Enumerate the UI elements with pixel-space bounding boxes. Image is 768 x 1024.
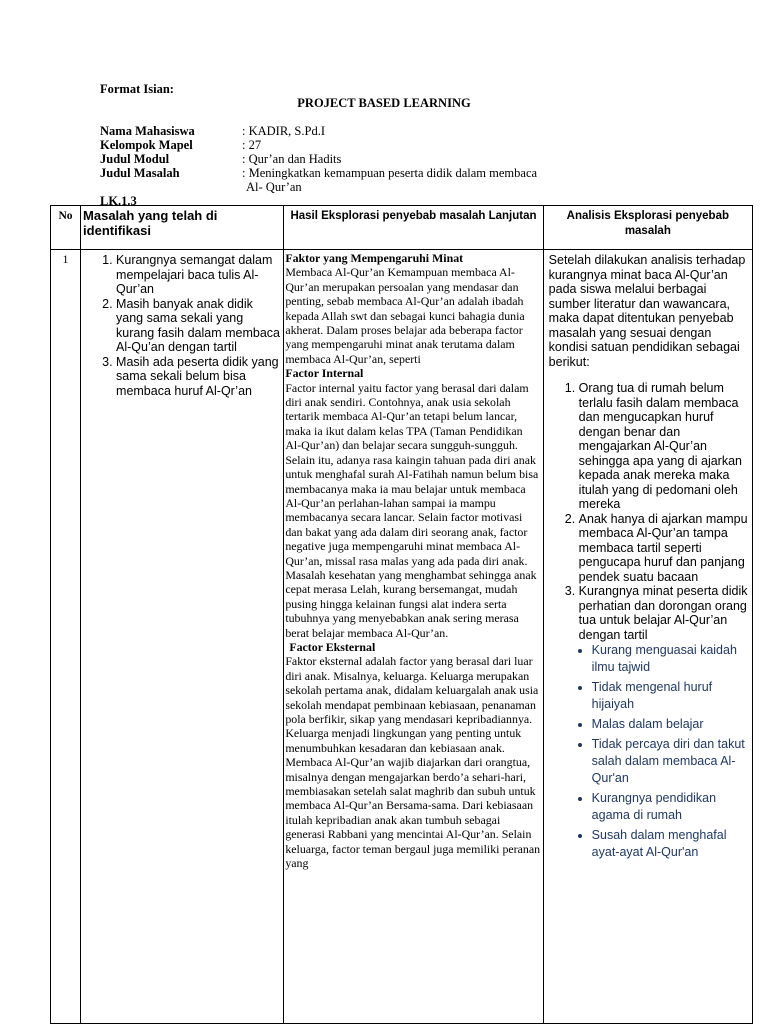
- list-item: 2. Masih banyak anak didik yang sama sekali yang kurang fasih dalam membaca Al-Qu’an dengan tartil: [116, 297, 283, 355]
- section-heading: Factor Eksternal: [289, 639, 376, 654]
- meta-key: Nama Mahasiswa: [100, 124, 195, 138]
- section-paragraph: Membaca Al-Qur’an Kemampuan membaca Al-Qur’an merupakan persoalan yang mendasar dan penting, sebab membaca Al-Qur’an adalah ibadah kepada Allah swt dan sebagai kunci bahagia dunia akherat. Dalam proses belajar ada beberapa factor yang mempengaruhi minat anak terutama dalam membaca Al-Qur’an, seperti: [285, 265, 525, 366]
- analisis-intro: Setelah dilakukan analisis terhadap kurangnya minat baca Al-Qur’an pada siswa melalui berbagai sumber literatur dan wawancara, maka dapat ditentukan penyebab masalah yang sesuai dengan kondisi satuan pendidikan sebagai berikut:: [548, 253, 746, 369]
- meta-key: Judul Modul: [100, 152, 170, 166]
- row-number: 1: [51, 250, 81, 1024]
- lk-label: LK.1.3: [100, 194, 137, 208]
- list-item: 1. Orang tua di rumah belum terlalu fasih dalam membaca dan mengucapkan huruf dengan benar dan mengajarkan Al-Qur’an sehingga apa yang di ajarkan kepada anak mereka maka itulah yang di pedomani oleh mereka: [579, 381, 749, 512]
- bullet-item: • Tidak mengenal huruf hijaiyah: [592, 679, 749, 713]
- meta-key: Kelompok Mapel: [100, 138, 193, 152]
- table-header-row: [51, 206, 753, 250]
- hasil-eksplorasi-cell: [284, 250, 543, 1024]
- analisis-cell: [543, 250, 752, 1024]
- header-analisis: Analisis Eksplorasi penyebab masalah: [543, 206, 752, 250]
- list-item: 3. Masih ada peserta didik yang sama sekali belum bisa membaca huruf Al-Qr’an: [116, 355, 283, 399]
- header-hasil-eksplorasi: Hasil Eksplorasi penyebab masalah Lanjutan: [284, 206, 543, 250]
- masalah-list: [81, 253, 283, 398]
- bullet-item: • Kurangnya pendidikan agama di rumah: [592, 790, 749, 824]
- list-item: 1. Kurangnya semangat dalam mempelajari baca tulis Al-Qur’an: [116, 253, 283, 297]
- format-label: Format Isian:: [100, 82, 174, 96]
- section-heading: Factor Internal: [285, 366, 364, 381]
- analisis-bullets: [549, 642, 749, 861]
- analisis-list: [549, 381, 749, 642]
- bullet-item: • Susah dalam menghafal ayat-ayat Al-Qur'an: [592, 827, 749, 861]
- bullet-item: • Tidak percaya diri dan takut salah dalam membaca Al-Qur'an: [592, 736, 749, 787]
- meta-value: : Qur’an dan Hadits: [242, 152, 342, 166]
- bullet-item: • Malas dalam belajar: [592, 716, 749, 733]
- section-paragraph: Factor internal yaitu factor yang berasal dari dalam diri anak sendiri. Contohnya, anak usia sekolah tertarik membaca Al-Qur’an tetapi belum lancar, maka ia ikut dalam kelas TPA (Taman Pendidikan Al-Qur’an) dan belajar secara sungguh-sungguh. Selain itu, adanya rasa kaingin tahuan pada diri anak untuk menghafal surah Al-Fatihah namun belum bisa membacanya maka ia mau belajar untuk membaca Al-Qur’an perlahan-lahan sampai ia mampu membacanya secara lancar. Selain factor motivasi dan bakat yang ada dalam diri seorang anak, factor negative juga mempengaruhi minat membaca Al-Qur’an, missal rasa malas yang ada pada diri anak. Masalah kesehatan yang menghambat sehingga anak cepat merasa Lelah, kurang bersemangat, mudah pusing hingga kelainan fungsi alat indera serta tubuhnya yang menyebabkan anak sering merasa berat belajar membaca Al-Qur’an.: [285, 380, 539, 640]
- list-item: 3. Kurangnya minat peserta didik perhatian dan dorongan orang tua untuk belajar Al-Qur’an dengan tartil: [579, 584, 749, 642]
- header-masalah: Masalah yang telah di identifikasi: [81, 206, 284, 250]
- header-no: No: [51, 206, 81, 250]
- meta-value: : Meningkatkan kemampuan peserta didik dalam membaca: [242, 166, 538, 180]
- table-row: [51, 250, 753, 1024]
- section-heading: Faktor yang Mempengaruhi Minat: [285, 251, 464, 265]
- section-paragraph: Faktor eksternal adalah factor yang berasal dari luar diri anak. Misalnya, keluarga. Keluarga merupakan sekolah pertama anak, didalam keluargalah anak usia sekolah mendapat pembinaan kebiasaan, penanaman pola berfikir, sikap yang mendasari kepribadiannya. Keluarga menjadi lingkungan yang penting untuk menumbuhkan kesadaran dan kebiasaan anak. Membaca Al-Qur’an wajib diajarkan dari orangtua, misalnya dengan mengajarkan berdo’a sehari-hari, membiasakan setelah salat maghrib dan subuh untuk membaca Al-Qur’an Bersama-sama. Dari kebiasaan itulah kepribadian anak akan tumbuh sebagai generasi Rabbani yang mencintai Al-Qur’an. Selain keluarga, factor teman bergaul juga memiliki peranan yang: [285, 654, 541, 871]
- bullet-item: • Kurang menguasai kaidah ilmu tajwid: [592, 642, 749, 676]
- document-title: PROJECT BASED LEARNING: [297, 96, 471, 110]
- main-table: [50, 205, 753, 1024]
- list-item: 2. Anak hanya di ajarkan mampu membaca Al-Qur’an tampa membaca tartil seperti pengucapa huruf dan panjang pendek suatu bacaan: [579, 512, 749, 585]
- meta-value: : KADIR, S.Pd.I: [242, 124, 325, 138]
- meta-key: Judul Masalah: [100, 166, 180, 180]
- masalah-cell: [81, 250, 284, 1024]
- meta-value-continued: Al- Qur’an: [246, 180, 302, 194]
- meta-value: : 27: [242, 138, 262, 152]
